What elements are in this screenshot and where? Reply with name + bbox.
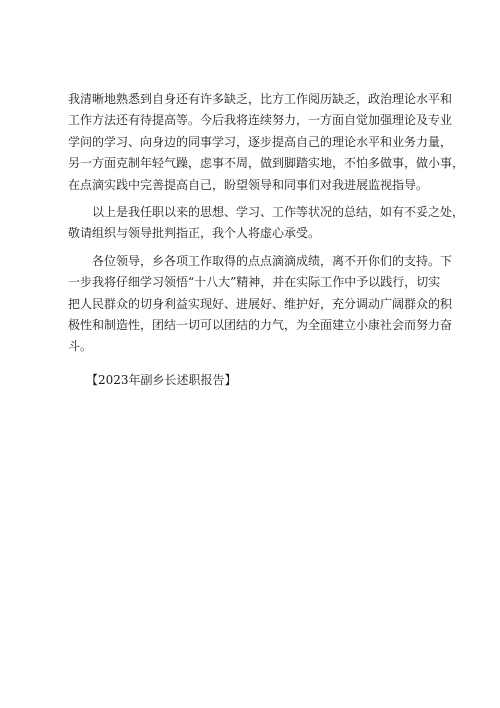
report-body [68,89,465,391]
text-line: 工作方法还有待提高等。今后我将连续努力，一方面自觉加强理论及专业 [68,113,453,128]
text-line: 各位领导，乡各项工作取得的点点滴滴成绩，离不开你们的支持。下 [68,253,453,268]
paragraph-closing [68,251,453,358]
title-spacer [68,358,440,370]
text-line: 以上是我任职以来的思想、学习、工作等状况的总结，如有不妥之处， [68,204,465,219]
text-line: 另一方面克制年轻气躁，虑事不周，做到脚踏实地，不怕多做事，做小事， [68,156,465,171]
text-line: 学问的学习、向身边的同事学习，逐步提高自己的理论水平和业务力量， [68,134,453,149]
text-line: 在点滴实践中完善提高自己，盼望领导和同事们对我进展监视指导。 [68,177,429,192]
text-line: 一步我将仔细学习领悟“十八大”精神，并在实际工作中予以践行，切实 [68,275,441,290]
text-line: 斗。 [68,339,93,354]
paragraph-summary [68,202,465,245]
text-line: 我清晰地熟悉到自身还有许多缺乏，比方工作阅历缺乏，政治理论水平和 [68,92,453,106]
paragraph-self-assessment [68,89,465,196]
report-title-bracketed: 【2023年副乡长述职报告】 [68,372,237,387]
text-line: 敬请组织与领导批判指正，我个人将虚心承受。 [68,226,321,241]
text-line: 极性和制造性，团结一切可以团结的力气，为全面建立小康社会而努力奋 [68,317,453,332]
text-line: 把人民群众的切身利益实现好、进展好、维护好，充分调动广阔群众的积 [68,296,453,311]
